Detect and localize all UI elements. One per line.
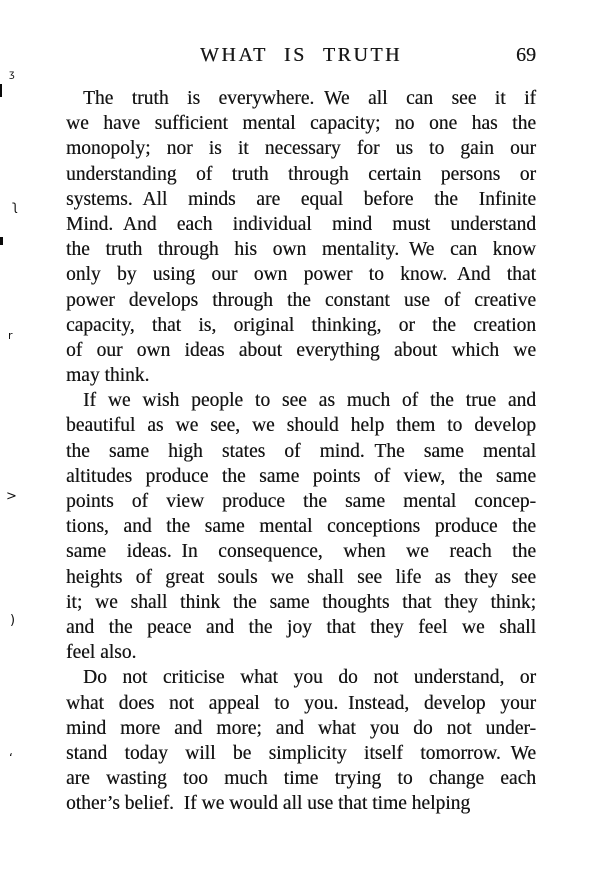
text-line: we have sufficient mental capacity; no one has the xyxy=(66,113,536,135)
text-line: same ideas. In consequence, when we reach the xyxy=(66,541,536,563)
text-line: of our own ideas about everything about which we xyxy=(66,339,536,361)
scan-speck: ʅ xyxy=(12,199,18,214)
scan-speck: ) xyxy=(10,613,16,628)
page-header xyxy=(66,44,536,70)
scan-speck: ʒ xyxy=(9,69,15,80)
text-line: systems. All minds are equal before the Infinite xyxy=(66,188,536,210)
text-line: power develops through the constant use of creative xyxy=(66,289,536,311)
text-line: may think. xyxy=(66,365,150,387)
text-line: mind more and more; and what you do not under- xyxy=(66,717,536,739)
text-line: The truth is everywhere. We all can see it if xyxy=(83,88,536,109)
text-line: other’s belief. If we would all use that time helping xyxy=(66,793,471,815)
text-line: the truth through his own mentality. We can know xyxy=(66,239,536,261)
text-line: beautiful as we see, we should help them to develop xyxy=(66,415,536,437)
text-line: monopoly; nor is it necessary for us to gain our xyxy=(66,138,536,160)
text-line: capacity, that is, original thinking, or the creation xyxy=(66,314,536,336)
text-line: are wasting too much time trying to change each xyxy=(66,768,536,790)
text-line: tions, and the same mental conceptions produce the xyxy=(66,516,536,538)
text-line: Mind. And each individual mind must understand xyxy=(66,213,536,235)
paragraph-1 xyxy=(66,86,536,388)
paragraph-2 xyxy=(66,388,536,665)
text-line: and the peace and the joy that they feel we shall xyxy=(66,616,536,638)
scan-speck: > xyxy=(6,489,17,504)
text-line: it; we shall think the same thoughts that they think; xyxy=(66,591,536,613)
running-title: WHAT IS TRUTH xyxy=(200,44,402,66)
text-line: what does not appeal to you. Instead, develop your xyxy=(66,692,536,714)
body-text xyxy=(66,86,536,816)
text-line: altitudes produce the same points of view, the same xyxy=(66,465,536,487)
scan-edge-artifact xyxy=(0,84,2,97)
text-line: If we wish people to see as much of the true and xyxy=(83,390,536,412)
text-line: heights of great souls we shall see life as they see xyxy=(66,566,536,588)
text-line: only by using our own power to know. And that xyxy=(66,264,536,286)
text-line: feel also. xyxy=(66,642,137,664)
text-line: Do not criticise what you do not understand, or xyxy=(83,667,536,689)
text-line: the same high states of mind. The same mental xyxy=(66,440,536,462)
scan-speck: ʻ xyxy=(9,751,13,765)
page-number: 69 xyxy=(516,44,536,66)
scan-edge-artifact xyxy=(0,237,3,245)
text-line: understanding of truth through certain persons or xyxy=(66,163,536,185)
scan-speck: r xyxy=(8,329,13,342)
text-line: points of view produce the same mental concep- xyxy=(66,491,536,512)
text-line: stand today will be simplicity itself tomorrow. We xyxy=(66,742,536,764)
paragraph-3 xyxy=(66,665,536,816)
